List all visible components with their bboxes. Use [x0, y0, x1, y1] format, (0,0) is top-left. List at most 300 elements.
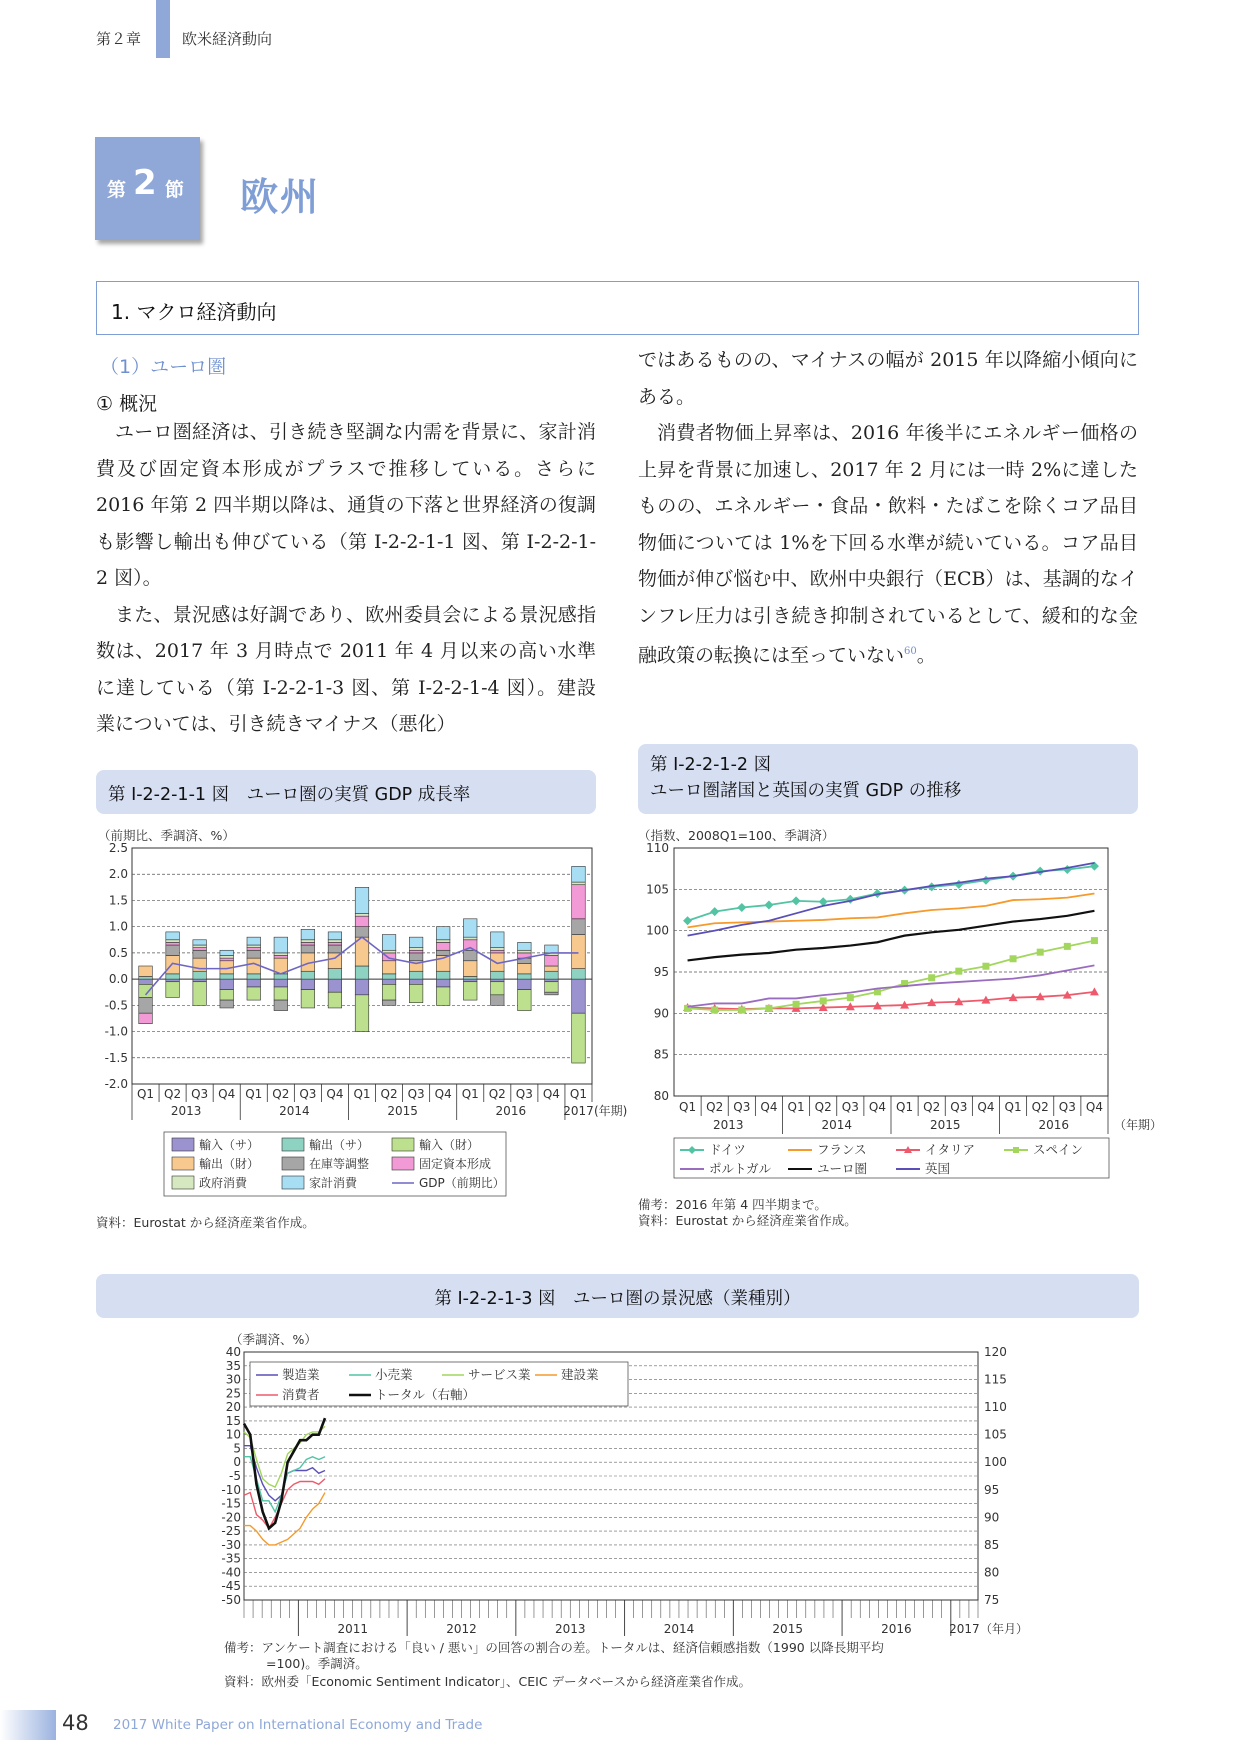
y-tick-label: 80 — [653, 1089, 669, 1103]
bar-segment — [518, 963, 532, 973]
x-tick-label: Q3 — [733, 1100, 751, 1114]
bar-segment — [301, 945, 315, 953]
fig2-title-box — [638, 744, 1138, 814]
bar-segment — [139, 1013, 153, 1023]
y-tick-label: -0.5 — [104, 998, 128, 1013]
x-tick-label: Q3 — [191, 1087, 209, 1101]
y-tick-label: -20 — [221, 1510, 241, 1525]
y-tick-label: 0 — [233, 1455, 241, 1470]
bar-segment — [545, 945, 559, 953]
year-label: 2014 — [821, 1118, 853, 1132]
bar-segment — [545, 971, 559, 979]
fig2-note: 備考：2016 年第 4 四半期まで。 — [638, 1197, 827, 1212]
legend-label: 消費者 — [282, 1387, 320, 1402]
year-label: 2012 — [446, 1622, 477, 1636]
legend-label: トータル（右軸） — [375, 1387, 476, 1402]
bar-segment — [382, 961, 396, 974]
x-tick-label: Q3 — [407, 1087, 425, 1101]
bar-segment — [328, 945, 342, 953]
bar-segment — [247, 979, 261, 987]
legend-label: 輸入（財） — [419, 1138, 480, 1152]
legend-label: フランス — [817, 1142, 867, 1157]
y-tick-label: 105 — [646, 882, 669, 897]
y-tick-label: -45 — [221, 1579, 241, 1594]
bar-segment — [247, 948, 261, 951]
footer-text: 2017 White Paper on International Economy and Trade — [113, 1717, 483, 1733]
x-tick-label: Q2 — [1031, 1100, 1049, 1114]
bar-segment — [382, 950, 396, 953]
data-point — [793, 1001, 800, 1008]
x-tick-label: Q1 — [1004, 1100, 1022, 1114]
data-point — [1010, 955, 1017, 962]
bar-segment — [382, 984, 396, 1000]
bar-segment — [572, 979, 586, 1013]
y-tick-label: 10 — [225, 1427, 241, 1442]
bar-segment — [491, 979, 505, 982]
bar-segment — [572, 885, 586, 919]
data-point — [955, 968, 962, 975]
y2-tick-label: 110 — [984, 1400, 1007, 1415]
paragraph: また、景況感は好調であり、欧州委員会による景況感指数は、2017 年 3 月時点で 2011 年 4 月以来の高い水準に達している（第 I-2-2-1-3 図、第 I-2-2-1-4 図）。建設業については、引き続きマイナス（悪化） — [96, 603, 596, 735]
fig3-unit: （季調済、%） — [230, 1332, 317, 1347]
bar-segment — [139, 997, 153, 1013]
bar-segment — [166, 982, 180, 998]
fig2-source: 資料：Eurostat から経済産業省作成。 — [638, 1213, 857, 1228]
bar-segment — [274, 1000, 288, 1010]
x-tick-label: Q1 — [136, 1087, 155, 1101]
legend-marker — [1013, 1147, 1019, 1153]
legend-swatch — [282, 1138, 304, 1151]
bar-segment — [274, 987, 288, 1000]
legend-label: サービス業 — [468, 1367, 531, 1382]
bar-segment — [328, 992, 342, 1008]
year-label: 2013 — [554, 1622, 586, 1636]
y2-tick-label: 100 — [984, 1455, 1007, 1470]
year-label: 2015 — [387, 1104, 418, 1118]
right-column — [638, 342, 1138, 674]
section-badge — [95, 137, 200, 240]
legend-label: 輸入（サ） — [199, 1138, 260, 1152]
y-tick-label: 1.0 — [108, 919, 128, 934]
year-suffix: (年期) — [594, 1104, 628, 1118]
bar-segment — [328, 969, 342, 979]
bar-segment — [139, 976, 153, 979]
paragraph: ユーロ圏経済は、引き続き堅調な内需を背景に、家計消費及び固定資本形成がプラスで推移している。さらに 2016 年第 2 四半期以降は、通貨の下落と世界経済の復調も影響し輸出も伸びている（第 I-2-2-1-1 図、第 I-2-2-1-2 図）。 — [96, 421, 596, 589]
bar-segment — [166, 940, 180, 943]
x-tick-label: Q3 — [950, 1100, 968, 1114]
footer-accent — [0, 1710, 56, 1740]
legend-label: ポルトガル — [709, 1161, 772, 1176]
running-title: 欧米経済動向 — [182, 30, 273, 48]
bar-segment — [193, 971, 207, 979]
footnote-ref[interactable]: 60 — [904, 646, 917, 657]
x-tick-label: Q4 — [868, 1100, 886, 1114]
bar-segment — [220, 958, 234, 961]
bar-segment — [545, 982, 559, 992]
bar-segment — [193, 982, 207, 1006]
x-tick-label: Q2 — [706, 1100, 724, 1114]
bar-segment — [436, 979, 450, 987]
x-tick-label: Q3 — [841, 1100, 859, 1114]
year-label: 2016 — [1038, 1118, 1070, 1132]
y-tick-label: -15 — [221, 1496, 241, 1511]
bar-segment — [139, 979, 153, 984]
year-suffix: （年期） — [1114, 1118, 1163, 1132]
section-prefix: 第 — [107, 179, 127, 201]
bar-segment — [518, 979, 532, 989]
y2-tick-label: 85 — [984, 1537, 1000, 1552]
fig3-title-box — [96, 1274, 1139, 1318]
bar-segment — [545, 979, 559, 982]
legend-swatch — [392, 1138, 414, 1151]
bar-segment — [463, 976, 477, 979]
y-tick-label: 85 — [653, 1047, 669, 1062]
data-point — [1037, 949, 1044, 956]
bar-segment — [274, 956, 288, 959]
legend-swatch — [172, 1157, 194, 1170]
y2-tick-label: 105 — [984, 1427, 1007, 1442]
bar-segment — [463, 919, 477, 937]
bar-segment — [436, 940, 450, 943]
y-tick-label: 90 — [653, 1006, 669, 1021]
legend-label: ユーロ圏 — [817, 1161, 868, 1176]
page-number: 48 — [62, 1711, 89, 1735]
y-tick-label: 2.5 — [108, 841, 128, 855]
fig2-unit: （指数、2008Q1=100、季調済） — [638, 828, 835, 843]
bar-segment — [166, 979, 180, 982]
bar-segment — [518, 990, 532, 1011]
section-title: 欧州 — [240, 174, 321, 219]
x-tick-label: Q1 — [896, 1100, 914, 1114]
fig1-title: 第 I-2-2-1-1 図 ユーロ圏の実質 GDP 成長率 — [108, 785, 471, 805]
y-tick-label: -50 — [221, 1593, 241, 1607]
bar-segment — [301, 929, 315, 939]
bar-segment — [491, 971, 505, 979]
bar-segment — [572, 919, 586, 935]
data-point — [711, 1007, 718, 1014]
paragraph: 消費者物価上昇率は、2016 年後半にエネルギー価格の上昇を背景に加速し、2017 年 2 月には一時 2%に達したものの、エネルギー・食品・飲料・たばこを除くコア品目物価については 1%を下回る水準が続いている。コア品目物価が伸び悩む中、欧州中央銀行（ECB）は、基調的なインフレ圧力は引き続き抑制されているとして、緩和的な金融政策の転換には至っていない — [638, 422, 1138, 667]
bar-segment — [409, 971, 423, 979]
year-label: 2016 — [495, 1104, 527, 1118]
y-tick-label: -5 — [229, 1469, 241, 1483]
bar-segment — [328, 932, 342, 940]
bar-segment — [463, 937, 477, 940]
bar-segment — [274, 979, 288, 987]
left-column — [96, 414, 596, 743]
bar-segment — [436, 987, 450, 1005]
x-tick-label: Q1 — [461, 1087, 479, 1101]
bar-segment — [572, 1013, 586, 1063]
bar-segment — [139, 966, 153, 976]
bar-segment — [220, 990, 234, 1000]
fig3-note-1: 備考：アンケート調査における「良い / 悪い」の回答の割合の差。トータルは、経済信頼感指数（1990 以降長期平均 — [224, 1640, 884, 1655]
bar-segment — [193, 945, 207, 948]
x-tick-label: Q1 — [569, 1087, 588, 1101]
bar-segment — [545, 956, 559, 966]
running-chapter: 第２章 — [96, 30, 142, 48]
bar-segment — [355, 979, 369, 995]
bar-segment — [436, 971, 450, 979]
bar-segment — [274, 953, 288, 956]
legend-swatch — [392, 1157, 414, 1170]
fig2-title-line1: 第 I-2-2-1-2 図 — [650, 755, 772, 775]
fig1-source: 資料：Eurostat から経済産業省作成。 — [96, 1215, 315, 1230]
legend-label: 製造業 — [282, 1367, 320, 1382]
x-tick-label: Q4 — [542, 1087, 560, 1101]
year-label: 2015 — [929, 1118, 961, 1132]
bar-segment — [436, 942, 450, 950]
legend-swatch — [172, 1176, 194, 1189]
year-label: 2013 — [170, 1104, 202, 1118]
y-tick-label: 100 — [646, 923, 669, 938]
bar-segment — [193, 940, 207, 945]
legend-label: 輸出（サ） — [309, 1138, 370, 1152]
bar-segment — [139, 984, 153, 997]
y-tick-label: 5 — [233, 1441, 241, 1456]
bar-segment — [409, 950, 423, 953]
legend-label: 建設業 — [561, 1367, 599, 1382]
bar-segment — [301, 979, 315, 989]
y2-tick-label: 90 — [984, 1510, 1000, 1525]
bar-segment — [491, 932, 505, 948]
bar-segment — [247, 950, 261, 958]
bar-segment — [328, 942, 342, 945]
bar-segment — [409, 953, 423, 961]
x-tick-label: Q2 — [164, 1087, 182, 1101]
x-tick-label: Q4 — [977, 1100, 995, 1114]
bar-segment — [382, 979, 396, 984]
bar-segment — [382, 974, 396, 979]
bar-segment — [436, 927, 450, 940]
bar-segment — [545, 992, 559, 995]
bar-segment — [518, 974, 532, 979]
y-tick-label: 110 — [646, 841, 669, 855]
bar-segment — [247, 937, 261, 945]
data-point — [765, 1005, 772, 1012]
bar-segment — [491, 948, 505, 951]
bar-segment — [409, 948, 423, 951]
data-point — [982, 963, 989, 970]
legend-label: 在庫等調整 — [309, 1157, 370, 1171]
bar-segment — [463, 979, 477, 982]
x-tick-label: Q4 — [1085, 1100, 1103, 1114]
bar-segment — [328, 979, 342, 992]
fig3-title: 第 I-2-2-1-3 図 ユーロ圏の景況感（業種別） — [434, 1289, 801, 1309]
year-label: 2017 — [949, 1622, 980, 1636]
bar-segment — [409, 937, 423, 947]
y-tick-label: 0.5 — [108, 945, 128, 960]
legend-label: 英国 — [925, 1161, 951, 1176]
bar-segment — [193, 948, 207, 951]
y-tick-label: -30 — [221, 1537, 241, 1552]
data-point — [847, 994, 854, 1001]
year-label: 2013 — [712, 1118, 744, 1132]
bar-segment — [166, 932, 180, 940]
x-tick-label: Q3 — [299, 1087, 317, 1101]
bar-segment — [463, 950, 477, 960]
x-tick-label: Q4 — [760, 1100, 778, 1114]
fig2-title-line2: ユーロ圏諸国と英国の実質 GDP の推移 — [650, 781, 962, 801]
bar-segment — [409, 979, 423, 984]
x-tick-label: Q1 — [679, 1100, 697, 1114]
year-label: 2017 — [563, 1104, 594, 1118]
y-tick-label: 0.0 — [108, 972, 128, 987]
heading-1: 1. マクロ経済動向 — [111, 300, 277, 324]
y2-tick-label: 115 — [984, 1372, 1007, 1387]
bar-segment — [247, 974, 261, 979]
bar-segment — [355, 887, 369, 913]
legend-label: 輸出（財） — [199, 1157, 260, 1171]
y-tick-label: 30 — [225, 1372, 241, 1387]
bar-segment — [436, 950, 450, 955]
y-tick-label: 40 — [225, 1345, 241, 1359]
y-tick-label: -1.0 — [104, 1024, 128, 1039]
y2-tick-label: 80 — [984, 1565, 1000, 1580]
heading-box — [96, 281, 1139, 335]
fig1-chart — [96, 840, 628, 1220]
year-label: 2014 — [279, 1104, 310, 1118]
legend-label: 固定資本形成 — [419, 1157, 492, 1171]
x-tick-label: Q1 — [245, 1087, 263, 1101]
bar-segment — [518, 942, 532, 950]
bar-segment — [355, 966, 369, 979]
legend-swatch — [282, 1176, 304, 1189]
bar-segment — [355, 995, 369, 1032]
section-suffix: 節 — [165, 179, 185, 201]
year-suffix: （年月） — [980, 1622, 1029, 1636]
y-tick-label: 95 — [653, 965, 669, 979]
heading-3: ① 概況 — [96, 393, 158, 415]
fig1-title-box — [96, 770, 596, 814]
bar-segment — [491, 995, 505, 1005]
y2-tick-label: 120 — [984, 1345, 1007, 1359]
x-tick-label: Q2 — [272, 1087, 290, 1101]
year-label: 2011 — [337, 1622, 369, 1636]
bar-segment — [382, 1000, 396, 1005]
heading-2: （1）ユーロ圏 — [100, 356, 227, 378]
bar-segment — [220, 956, 234, 959]
data-point — [928, 974, 935, 981]
bar-segment — [247, 945, 261, 948]
bar-segment — [355, 927, 369, 937]
bar-segment — [166, 942, 180, 945]
x-tick-label: Q1 — [787, 1100, 805, 1114]
paragraph-end: 。 — [916, 644, 936, 667]
bar-segment — [166, 974, 180, 979]
y-tick-label: 25 — [225, 1386, 241, 1401]
fig3-source: 資料：欧州委「Economic Sentiment Indicator」、CEIC データベースから経済産業省作成。 — [224, 1674, 751, 1689]
bar-segment — [220, 950, 234, 955]
y-tick-label: 15 — [225, 1413, 241, 1428]
x-tick-label: Q2 — [814, 1100, 832, 1114]
y-tick-label: 1.5 — [108, 893, 128, 908]
year-label: 2015 — [772, 1622, 803, 1636]
y-tick-label: -40 — [221, 1565, 241, 1580]
year-label: 2016 — [881, 1622, 912, 1636]
bar-segment — [382, 935, 396, 951]
x-tick-label: Q3 — [515, 1087, 533, 1101]
x-tick-label: Q4 — [434, 1087, 452, 1101]
bar-segment — [572, 969, 586, 979]
data-point — [738, 1007, 745, 1014]
x-tick-label: Q4 — [218, 1087, 236, 1101]
fig1-unit: （前期比、季調済、%） — [98, 828, 235, 843]
bar-segment — [301, 990, 315, 1008]
legend-label: 小売業 — [375, 1367, 413, 1382]
fig3-note-2: =100)。季調済。 — [266, 1656, 368, 1671]
legend-label: スペイン — [1033, 1142, 1084, 1157]
y-tick-label: -2.0 — [104, 1077, 128, 1091]
x-tick-label: Q2 — [488, 1087, 506, 1101]
bar-segment — [301, 940, 315, 943]
y-tick-label: -25 — [221, 1524, 241, 1539]
bar-segment — [463, 961, 477, 977]
bar-segment — [518, 950, 532, 953]
data-point — [1064, 943, 1071, 950]
bar-segment — [193, 950, 207, 958]
bar-segment — [572, 935, 586, 969]
bar-segment — [220, 974, 234, 979]
y-tick-label: -10 — [221, 1482, 241, 1497]
y-tick-label: 20 — [225, 1400, 241, 1415]
legend-label: GDP（前期比） — [419, 1176, 505, 1190]
legend-swatch — [282, 1157, 304, 1170]
legend-swatch — [172, 1138, 194, 1151]
bar-segment — [274, 937, 288, 953]
bar-segment — [247, 987, 261, 1000]
legend-label: イタリア — [925, 1142, 976, 1157]
section-number: 2 — [133, 163, 157, 203]
fig3-chart — [220, 1344, 1029, 1644]
legend-label: ドイツ — [709, 1142, 746, 1157]
legend-label: 家計消費 — [309, 1176, 358, 1190]
x-tick-label: Q3 — [1058, 1100, 1076, 1114]
fig2-chart — [636, 840, 1163, 1200]
y-tick-label: 35 — [225, 1358, 241, 1373]
x-tick-label: Q2 — [923, 1100, 941, 1114]
x-tick-label: Q4 — [326, 1087, 344, 1101]
bar-segment — [572, 866, 586, 882]
y2-tick-label: 95 — [984, 1482, 1000, 1497]
x-tick-label: Q2 — [380, 1087, 398, 1101]
bar-segment — [301, 971, 315, 979]
legend-label: 政府消費 — [199, 1176, 248, 1190]
bar-segment — [301, 942, 315, 945]
year-label: 2014 — [663, 1622, 695, 1636]
paragraph: ではあるものの、マイナスの幅が 2015 年以降縮小傾向にある。 — [638, 349, 1138, 408]
bar-segment — [328, 940, 342, 943]
bar-segment — [491, 982, 505, 995]
bar-segment — [355, 916, 369, 926]
data-point — [820, 997, 827, 1004]
bar-segment — [193, 979, 207, 982]
bar-segment — [220, 979, 234, 989]
x-tick-label: Q1 — [353, 1087, 371, 1101]
bar-segment — [491, 950, 505, 953]
y2-tick-label: 75 — [984, 1593, 1000, 1607]
bar-segment — [463, 982, 477, 1000]
bar-segment — [166, 945, 180, 955]
bar-segment — [409, 984, 423, 1002]
bar-segment — [545, 966, 559, 971]
y-tick-label: 2.0 — [108, 867, 128, 882]
bar-segment — [220, 1000, 234, 1008]
data-point — [1091, 937, 1098, 944]
y-tick-label: -35 — [221, 1551, 241, 1566]
y-tick-label: -1.5 — [104, 1050, 128, 1065]
header-accent-bar — [156, 0, 170, 58]
bar-segment — [572, 882, 586, 885]
